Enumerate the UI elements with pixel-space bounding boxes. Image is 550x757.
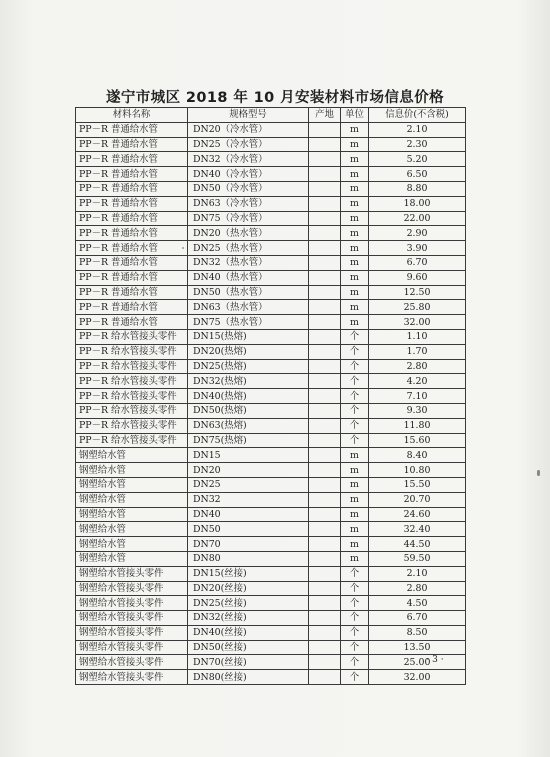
- cell-price: 6.70: [369, 611, 466, 626]
- cell-origin: [309, 359, 341, 374]
- cell-unit: 个: [341, 625, 369, 640]
- table-row: [76, 625, 466, 640]
- cell-name: 钢塑给水管接头零件: [76, 611, 188, 626]
- table-row: [76, 167, 466, 182]
- table-row: [76, 359, 466, 374]
- cell-name: 钢塑给水管: [76, 463, 188, 478]
- cell-origin: [309, 611, 341, 626]
- cell-unit: 个: [341, 581, 369, 596]
- cell-name: PP－R 普通给水管: [76, 241, 188, 256]
- cell-price: 44.50: [369, 537, 466, 552]
- cell-name: 钢塑给水管: [76, 477, 188, 492]
- table-row: [76, 300, 466, 315]
- cell-origin: [309, 389, 341, 404]
- cell-origin: [309, 581, 341, 596]
- price-table: [75, 107, 466, 685]
- cell-spec: DN40（热水管）: [188, 270, 309, 285]
- cell-unit: 个: [341, 433, 369, 448]
- cell-spec: DN50: [188, 522, 309, 537]
- table-row: [76, 537, 466, 552]
- cell-origin: [309, 551, 341, 566]
- cell-unit: m: [341, 122, 369, 137]
- cell-price: 9.60: [369, 270, 466, 285]
- cell-unit: m: [341, 315, 369, 330]
- cell-origin: [309, 522, 341, 537]
- cell-name: PP－R 给水管接头零件: [76, 403, 188, 418]
- table-row: [76, 492, 466, 507]
- cell-unit: m: [341, 255, 369, 270]
- cell-price: 10.80: [369, 463, 466, 478]
- cell-unit: m: [341, 522, 369, 537]
- table-row: [76, 418, 466, 433]
- table-row: [76, 315, 466, 330]
- cell-price: 18.00: [369, 196, 466, 211]
- cell-spec: DN20: [188, 463, 309, 478]
- cell-name: PP－R 普通给水管: [76, 152, 188, 167]
- cell-name: PP－R 普通给水管: [76, 255, 188, 270]
- cell-origin: [309, 507, 341, 522]
- cell-name: 钢塑给水管接头零件: [76, 566, 188, 581]
- cell-spec: DN75(热熔): [188, 433, 309, 448]
- cell-price: 9.30: [369, 403, 466, 418]
- cell-spec: DN50(丝接): [188, 640, 309, 655]
- table-row: [76, 566, 466, 581]
- cell-spec: DN80: [188, 551, 309, 566]
- cell-origin: [309, 241, 341, 256]
- cell-spec: DN20(热熔): [188, 344, 309, 359]
- cell-unit: 个: [341, 403, 369, 418]
- cell-spec: DN40(热熔): [188, 389, 309, 404]
- cell-price: 8.50: [369, 625, 466, 640]
- cell-name: PP－R 给水管接头零件: [76, 418, 188, 433]
- cell-price: 25.80: [369, 300, 466, 315]
- cell-name: PP－R 普通给水管: [76, 285, 188, 300]
- cell-name: 钢塑给水管: [76, 537, 188, 552]
- cell-unit: 个: [341, 596, 369, 611]
- cell-name: PP－R 普通给水管: [76, 122, 188, 137]
- table-row: [76, 344, 466, 359]
- cell-origin: [309, 122, 341, 137]
- cell-price: 4.50: [369, 596, 466, 611]
- table-row: [76, 196, 466, 211]
- cell-spec: DN15(丝接): [188, 566, 309, 581]
- cell-origin: [309, 152, 341, 167]
- cell-spec: DN50（热水管）: [188, 285, 309, 300]
- cell-unit: 个: [341, 359, 369, 374]
- cell-origin: [309, 374, 341, 389]
- cell-unit: 个: [341, 329, 369, 344]
- cell-unit: m: [341, 241, 369, 256]
- cell-unit: m: [341, 285, 369, 300]
- table-row: [76, 596, 466, 611]
- cell-spec: DN70(丝接): [188, 655, 309, 670]
- table-row: [76, 255, 466, 270]
- cell-origin: [309, 566, 341, 581]
- table-row: [76, 241, 466, 256]
- cell-spec: DN75（冷水管）: [188, 211, 309, 226]
- cell-price: 59.50: [369, 551, 466, 566]
- cell-unit: 个: [341, 566, 369, 581]
- cell-origin: [309, 270, 341, 285]
- cell-price: 12.50: [369, 285, 466, 300]
- cell-name: PP－R 普通给水管: [76, 270, 188, 285]
- cell-unit: m: [341, 196, 369, 211]
- cell-name: 钢塑给水管: [76, 507, 188, 522]
- cell-unit: 个: [341, 344, 369, 359]
- cell-spec: DN32(热熔): [188, 374, 309, 389]
- page-title: 遂宁市城区 2018 年 10 月安装材料市场信息价格: [105, 90, 445, 106]
- cell-origin: [309, 477, 341, 492]
- cell-unit: m: [341, 300, 369, 315]
- cell-name: 钢塑给水管接头零件: [76, 581, 188, 596]
- scan-speck: [537, 470, 540, 476]
- scan-speck: [182, 247, 184, 249]
- cell-spec: DN32（冷水管）: [188, 152, 309, 167]
- header-spec: 规格型号: [188, 108, 309, 123]
- cell-spec: DN32(丝接): [188, 611, 309, 626]
- cell-spec: DN25(丝接): [188, 596, 309, 611]
- cell-price: 2.10: [369, 566, 466, 581]
- cell-name: PP－R 普通给水管: [76, 226, 188, 241]
- header-price: 信息价(不含税): [369, 108, 466, 123]
- table-row: [76, 463, 466, 478]
- cell-origin: [309, 625, 341, 640]
- cell-price: 1.10: [369, 329, 466, 344]
- cell-origin: [309, 167, 341, 182]
- cell-name: PP－R 给水管接头零件: [76, 329, 188, 344]
- cell-price: 5.20: [369, 152, 466, 167]
- table-row: [76, 270, 466, 285]
- table-row: [76, 477, 466, 492]
- cell-spec: DN40(丝接): [188, 625, 309, 640]
- cell-name: 钢塑给水管接头零件: [76, 670, 188, 685]
- cell-spec: DN25（冷水管）: [188, 137, 309, 152]
- table-row: [76, 433, 466, 448]
- cell-origin: [309, 596, 341, 611]
- cell-name: PP－R 给水管接头零件: [76, 374, 188, 389]
- cell-unit: m: [341, 463, 369, 478]
- cell-name: 钢塑给水管接头零件: [76, 640, 188, 655]
- table-row: [76, 448, 466, 463]
- cell-spec: DN63(热熔): [188, 418, 309, 433]
- cell-spec: DN70: [188, 537, 309, 552]
- cell-price: 24.60: [369, 507, 466, 522]
- cell-price: 2.30: [369, 137, 466, 152]
- cell-name: 钢塑给水管: [76, 551, 188, 566]
- cell-price: 8.80: [369, 181, 466, 196]
- cell-origin: [309, 640, 341, 655]
- cell-name: PP－R 给水管接头零件: [76, 433, 188, 448]
- cell-spec: DN25: [188, 477, 309, 492]
- table-row: [76, 374, 466, 389]
- cell-origin: [309, 670, 341, 685]
- cell-price: 3.90: [369, 241, 466, 256]
- cell-unit: 个: [341, 611, 369, 626]
- cell-spec: DN32（热水管）: [188, 255, 309, 270]
- table-row: [76, 581, 466, 596]
- cell-price: 6.50: [369, 167, 466, 182]
- cell-name: 钢塑给水管: [76, 492, 188, 507]
- cell-price: 13.50: [369, 640, 466, 655]
- header-name: 材料名称: [76, 108, 188, 123]
- cell-origin: [309, 300, 341, 315]
- table-row: [76, 389, 466, 404]
- cell-unit: 个: [341, 670, 369, 685]
- cell-name: 钢塑给水管: [76, 522, 188, 537]
- cell-price: 32.00: [369, 315, 466, 330]
- cell-origin: [309, 137, 341, 152]
- cell-spec: DN40: [188, 507, 309, 522]
- table-row: [76, 152, 466, 167]
- cell-origin: [309, 226, 341, 241]
- cell-price: 11.80: [369, 418, 466, 433]
- cell-unit: m: [341, 507, 369, 522]
- cell-price: 4.20: [369, 374, 466, 389]
- cell-name: PP－R 给水管接头零件: [76, 359, 188, 374]
- cell-unit: m: [341, 477, 369, 492]
- cell-name: PP－R 普通给水管: [76, 137, 188, 152]
- table-row: [76, 137, 466, 152]
- cell-origin: [309, 492, 341, 507]
- table-row: [76, 551, 466, 566]
- cell-origin: [309, 255, 341, 270]
- cell-price: 25.00: [369, 655, 466, 670]
- cell-origin: [309, 344, 341, 359]
- table-body: [76, 122, 466, 684]
- table-row: [76, 285, 466, 300]
- cell-price: 15.60: [369, 433, 466, 448]
- cell-unit: m: [341, 270, 369, 285]
- cell-origin: [309, 315, 341, 330]
- table-row: [76, 181, 466, 196]
- cell-price: 2.10: [369, 122, 466, 137]
- cell-origin: [309, 181, 341, 196]
- table-header-row: [76, 108, 466, 123]
- table-row: [76, 329, 466, 344]
- cell-unit: 个: [341, 374, 369, 389]
- cell-unit: 个: [341, 418, 369, 433]
- cell-unit: m: [341, 551, 369, 566]
- cell-price: 2.90: [369, 226, 466, 241]
- cell-origin: [309, 655, 341, 670]
- cell-spec: DN50(热熔): [188, 403, 309, 418]
- cell-price: 22.00: [369, 211, 466, 226]
- table-row: [76, 122, 466, 137]
- cell-spec: DN40（冷水管）: [188, 167, 309, 182]
- table-row: [76, 611, 466, 626]
- cell-spec: DN25（热水管）: [188, 241, 309, 256]
- table-row: [76, 226, 466, 241]
- cell-unit: m: [341, 137, 369, 152]
- cell-name: 钢塑给水管接头零件: [76, 655, 188, 670]
- header-origin: 产地: [309, 108, 341, 123]
- cell-spec: DN25(热熔): [188, 359, 309, 374]
- cell-origin: [309, 448, 341, 463]
- cell-spec: DN63（冷水管）: [188, 196, 309, 211]
- cell-name: 钢塑给水管接头零件: [76, 625, 188, 640]
- cell-unit: m: [341, 167, 369, 182]
- cell-spec: DN75（热水管）: [188, 315, 309, 330]
- cell-origin: [309, 196, 341, 211]
- table-row: [76, 640, 466, 655]
- cell-spec: DN15(热熔): [188, 329, 309, 344]
- cell-name: PP－R 普通给水管: [76, 196, 188, 211]
- cell-name: PP－R 给水管接头零件: [76, 389, 188, 404]
- cell-unit: 个: [341, 640, 369, 655]
- cell-origin: [309, 463, 341, 478]
- cell-price: 2.80: [369, 581, 466, 596]
- cell-price: 7.10: [369, 389, 466, 404]
- cell-unit: m: [341, 492, 369, 507]
- table-row: [76, 670, 466, 685]
- cell-name: PP－R 普通给水管: [76, 167, 188, 182]
- table-row: [76, 211, 466, 226]
- cell-spec: DN20(丝接): [188, 581, 309, 596]
- cell-spec: DN20（热水管）: [188, 226, 309, 241]
- cell-unit: m: [341, 211, 369, 226]
- cell-name: PP－R 普通给水管: [76, 315, 188, 330]
- cell-unit: m: [341, 181, 369, 196]
- cell-price: 6.70: [369, 255, 466, 270]
- cell-spec: DN20（冷水管）: [188, 122, 309, 137]
- cell-origin: [309, 285, 341, 300]
- cell-origin: [309, 329, 341, 344]
- cell-spec: DN32: [188, 492, 309, 507]
- cell-unit: m: [341, 226, 369, 241]
- cell-unit: m: [341, 537, 369, 552]
- cell-name: 钢塑给水管接头零件: [76, 596, 188, 611]
- table-row: [76, 403, 466, 418]
- cell-name: PP－R 普通给水管: [76, 181, 188, 196]
- cell-unit: m: [341, 152, 369, 167]
- cell-price: 1.70: [369, 344, 466, 359]
- cell-price: 15.50: [369, 477, 466, 492]
- cell-unit: 个: [341, 389, 369, 404]
- cell-origin: [309, 418, 341, 433]
- cell-name: PP－R 普通给水管: [76, 211, 188, 226]
- table-row: [76, 522, 466, 537]
- cell-origin: [309, 211, 341, 226]
- cell-name: PP－R 普通给水管: [76, 300, 188, 315]
- cell-price: 2.80: [369, 359, 466, 374]
- cell-spec: DN80(丝接): [188, 670, 309, 685]
- header-unit: 单位: [341, 108, 369, 123]
- cell-price: 32.40: [369, 522, 466, 537]
- cell-origin: [309, 433, 341, 448]
- cell-origin: [309, 403, 341, 418]
- cell-spec: DN63（热水管）: [188, 300, 309, 315]
- cell-spec: DN15: [188, 448, 309, 463]
- cell-name: PP－R 给水管接头零件: [76, 344, 188, 359]
- cell-name: 钢塑给水管: [76, 448, 188, 463]
- cell-origin: [309, 537, 341, 552]
- table-row: [76, 507, 466, 522]
- cell-spec: DN50（冷水管）: [188, 181, 309, 196]
- cell-price: 20.70: [369, 492, 466, 507]
- cell-price: 32.00: [369, 670, 466, 685]
- cell-price: 8.40: [369, 448, 466, 463]
- page-number: · 3 ·: [426, 655, 444, 665]
- cell-unit: 个: [341, 655, 369, 670]
- cell-unit: m: [341, 448, 369, 463]
- table-row: [76, 655, 466, 670]
